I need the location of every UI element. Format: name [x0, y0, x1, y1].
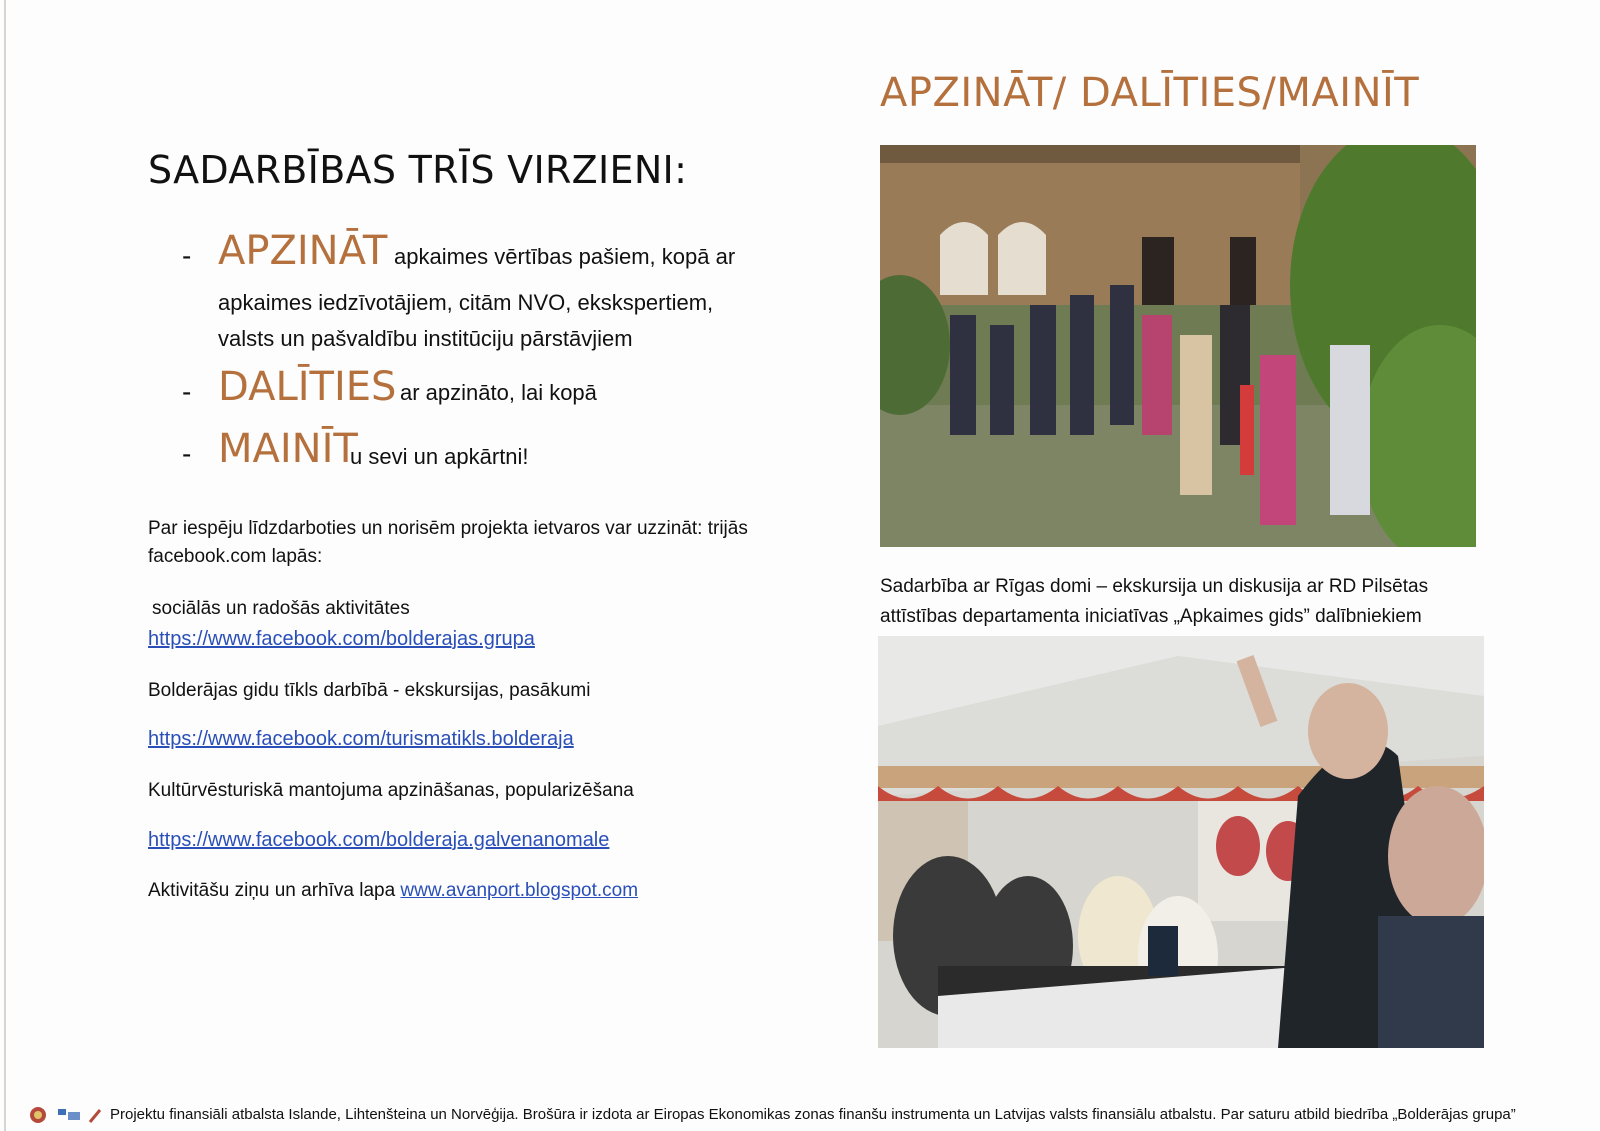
direction-keyword: APZINĀT	[218, 228, 388, 274]
main-title: SADARBĪBAS TRĪS VIRZIENI:	[148, 148, 688, 192]
facebook-link-bolderajas-grupa[interactable]: https://www.facebook.com/bolderajas.grupa	[148, 628, 535, 650]
direction-keyword: DALĪTIES	[218, 364, 397, 410]
blog-link[interactable]: www.avanport.blogspot.com	[400, 880, 639, 901]
bullet-dash: -	[182, 376, 192, 407]
bullet-dash: -	[182, 438, 192, 469]
footer	[0, 1100, 1600, 1131]
photo-excursion-group	[880, 145, 1476, 547]
archive-line	[148, 880, 638, 902]
page-edge	[4, 0, 6, 1131]
sponsor-logos	[28, 1104, 108, 1126]
photo-tent-discussion	[878, 636, 1484, 1048]
archive-label: Aktivitāšu ziņu un arhīva lapa	[148, 880, 396, 901]
photo-excursion-graphic	[880, 145, 1476, 547]
group-label: Bolderājas gidu tīkls darbībā - ekskursijas, pasākumi	[148, 680, 591, 701]
facebook-link-turismatikls[interactable]: https://www.facebook.com/turismatikls.bolderaja	[148, 728, 574, 750]
photo-caption-line: attīstības departamenta iniciatīvas „Apkaimes gids” dalībniekiem	[880, 606, 1422, 627]
direction-text: u sevi un apkārtni!	[350, 444, 529, 469]
bullet-dash: -	[182, 240, 192, 271]
group-label: sociālās un radošās aktivitātes	[152, 598, 410, 619]
footer-text: Projektu finansiāli atbalsta Islande, Lihtenšteina un Norvēģija. Brošūra ir izdota ar Eiropas Ekonomikas zonas finanšu instrumenta un Latvijas valsts finansiālu atbalstu. Par saturu atbild biedrība „Bolderājas grupa”	[110, 1106, 1516, 1123]
direction-continuation: valsts un pašvaldību institūciju pārstāvjiem	[218, 326, 633, 351]
sponsor-logo-icons	[28, 1104, 108, 1126]
direction-text: apkaimes vērtības pašiem, kopā ar	[394, 244, 736, 269]
direction-keyword: MAINĪT	[218, 426, 358, 472]
facebook-link-galvenanomale[interactable]: https://www.facebook.com/bolderaja.galvenanomale	[148, 829, 610, 851]
photo-caption-line: Sadarbība ar Rīgas domi – ekskursija un diskusija ar RD Pilsētas	[880, 576, 1429, 597]
direction-text: ar apzināto, lai kopā	[400, 380, 597, 405]
page-headline: APZINĀT/ DALĪTIES/MAINĪT	[880, 70, 1420, 116]
intro-line: Par iespēju līdzdarboties un norisēm projekta ietvaros var uzzināt: trijās	[148, 518, 748, 539]
intro-line: facebook.com lapās:	[148, 546, 323, 567]
photo-discussion-graphic	[878, 636, 1484, 1048]
direction-continuation: apkaimes iedzīvotājiem, citām NVO, ekskspertiem,	[218, 290, 714, 315]
group-label: Kultūrvēsturiskā mantojuma apzināšanas, popularizēšana	[148, 780, 634, 801]
